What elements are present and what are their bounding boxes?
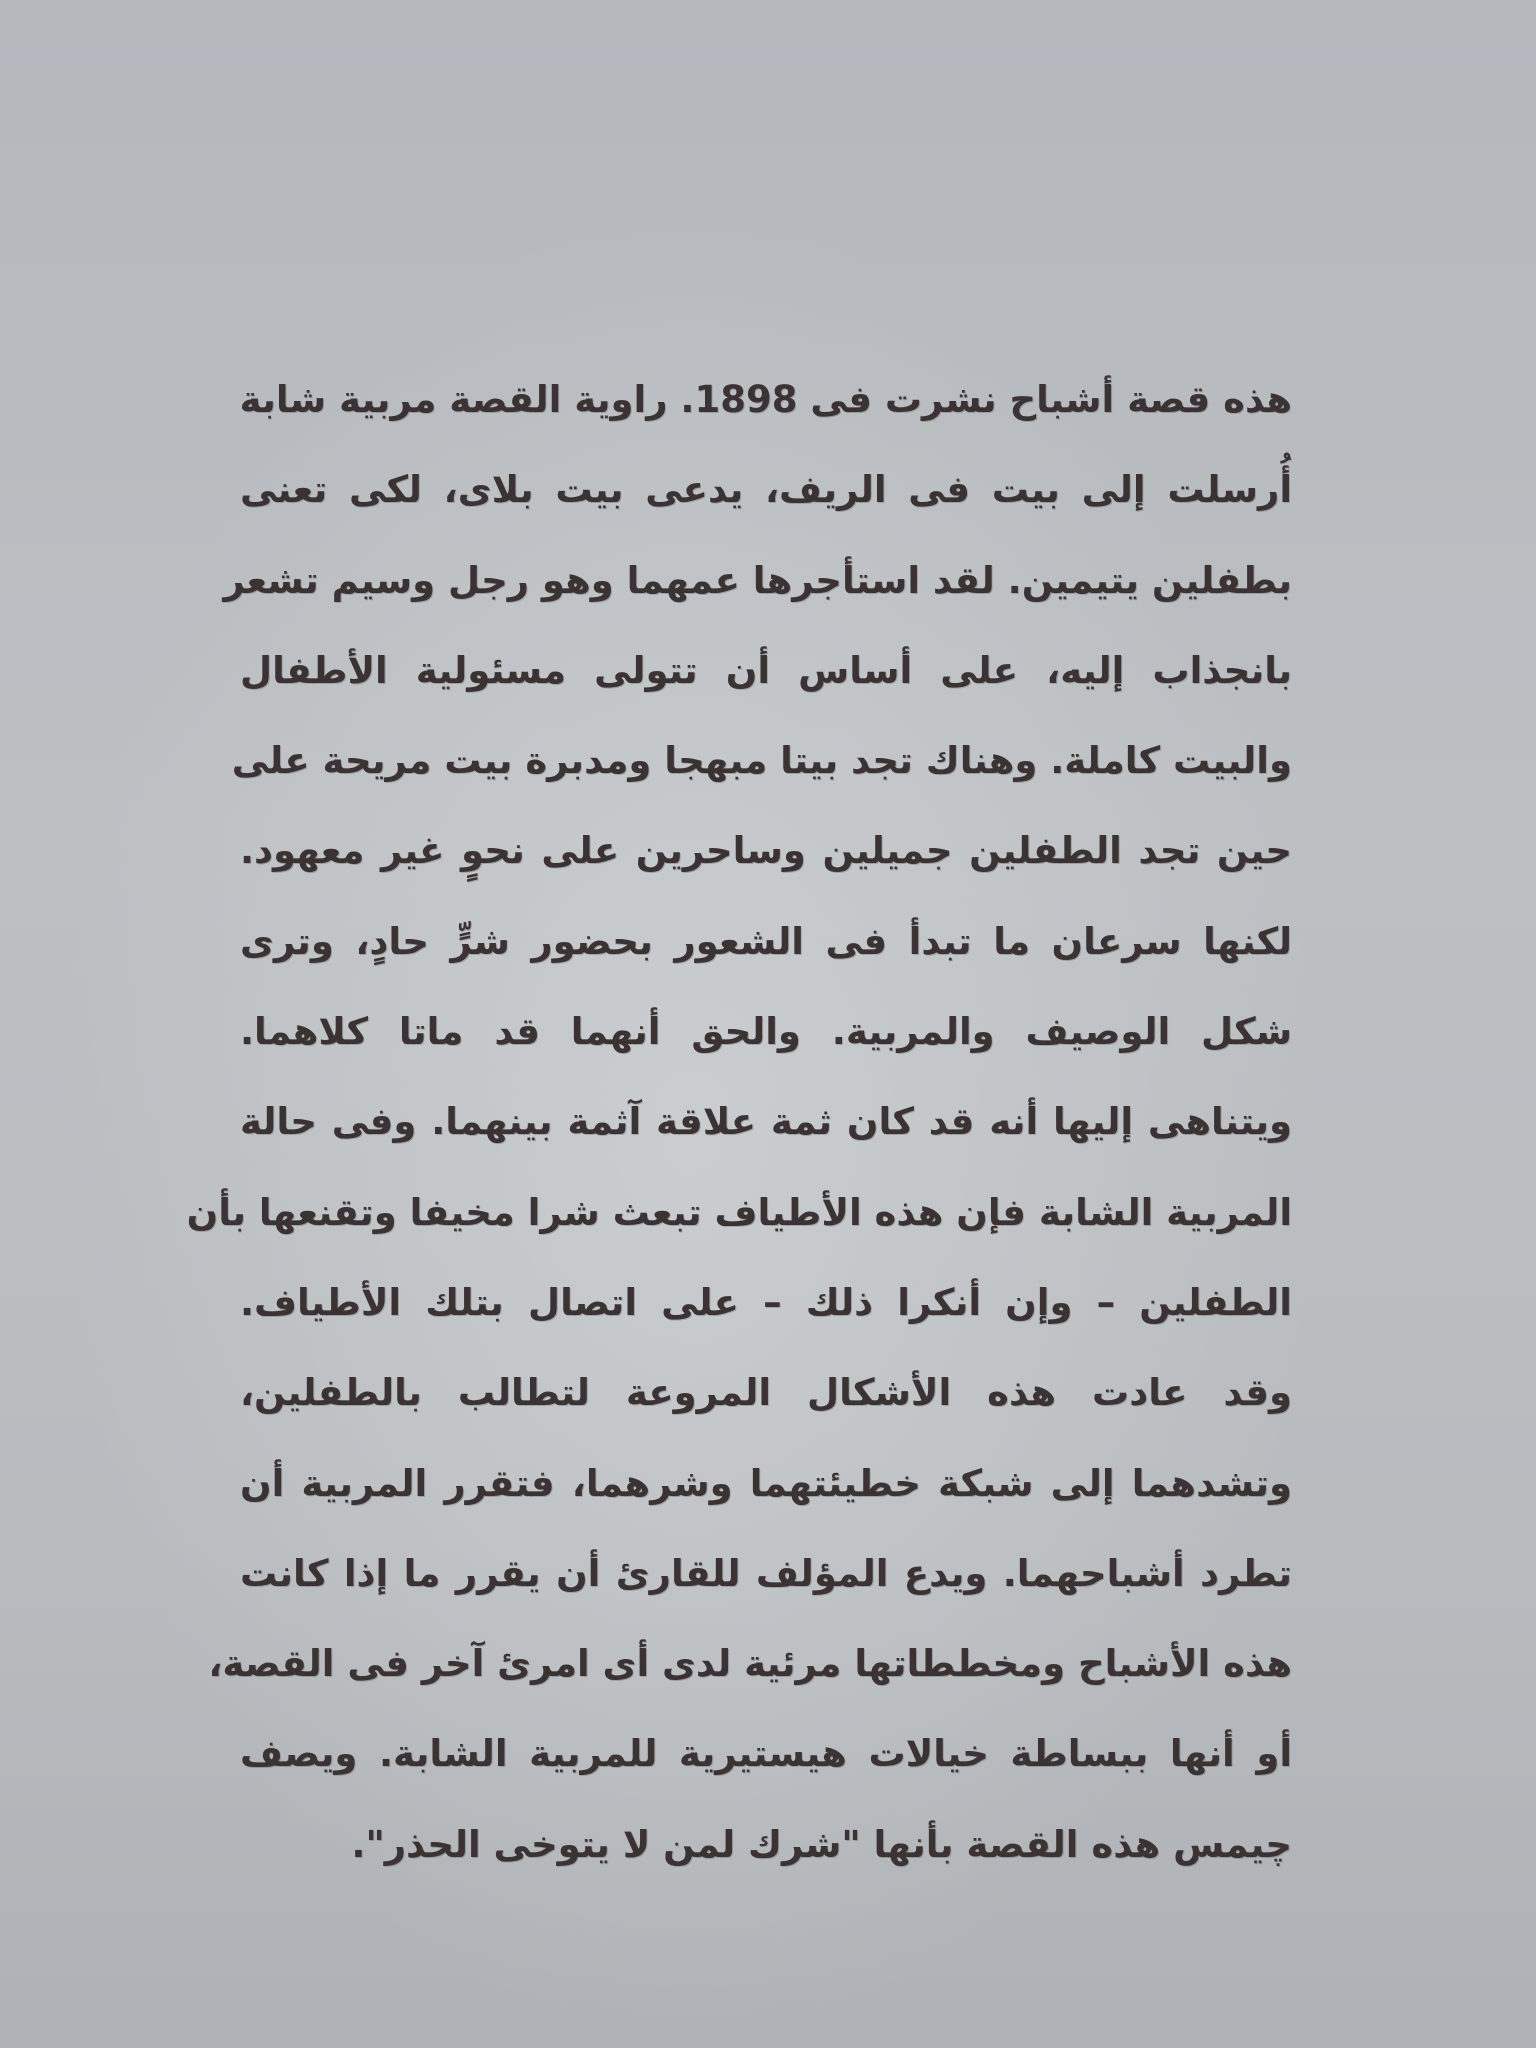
synopsis-line: بانجذاب إليه، على أساس أن تتولى مسئولية الأطفال bbox=[240, 648, 1292, 692]
synopsis-line-last: چيمس هذه القصة بأنها "شرك لمن لا يتوخى الحذر". bbox=[351, 1822, 1292, 1866]
synopsis-line: أُرسلت إلى بيت فى الريف، يدعى بيت بلاى، لكى تعنى bbox=[240, 468, 1292, 512]
synopsis-line: شكل الوصيف والمربية. والحق أنهما قد ماتا كلاهما. bbox=[240, 1010, 1292, 1054]
synopsis-line: هذه الأشباح ومخططاتها مرئية لدى أى امرئ آخر فى القصة، bbox=[208, 1642, 1292, 1686]
synopsis-line: الطفلين – وإن أنكرا ذلك – على اتصال بتلك الأطياف. bbox=[240, 1280, 1292, 1324]
synopsis-line: لكنها سرعان ما تبدأ فى الشعور بحضور شرٍّ حادٍ، وترى bbox=[240, 919, 1292, 963]
synopsis-line: والبيت كاملة. وهناك تجد بيتا مبهجا ومدبرة بيت مريحة على bbox=[231, 739, 1292, 783]
synopsis-line: ويتناهى إليها أنه قد كان ثمة علاقة آثمة بينهما. وفى حالة bbox=[240, 1100, 1292, 1144]
synopsis-line: أو أنها ببساطة خيالات هيستيرية للمربية الشابة. ويصف bbox=[240, 1732, 1292, 1776]
synopsis-line: هذه قصة أشباح نشرت فى 1898. راوية القصة مربية شابة bbox=[239, 378, 1292, 421]
synopsis-line: حين تجد الطفلين جميلين وساحرين على نحوٍ غير معهود. bbox=[240, 829, 1292, 873]
synopsis-line: تطرد أشباحهما. ويدع المؤلف للقارئ أن يقرر ما إذا كانت bbox=[240, 1551, 1292, 1595]
synopsis-line: المربية الشابة فإن هذه الأطياف تبعث شرا مخيفا وتقنعها بأن bbox=[186, 1190, 1292, 1234]
synopsis-line: وقد عادت هذه الأشكال المروعة لتطالب بالطفلين، bbox=[240, 1371, 1292, 1415]
synopsis-line: بطفلين يتيمين. لقد استأجرها عمهما وهو رجل وسيم تشعر bbox=[223, 558, 1292, 602]
back-cover-synopsis bbox=[186, 370, 1292, 1905]
synopsis-line: وتشدهما إلى شبكة خطيئتهما وشرهما، فتقرر المربية أن bbox=[240, 1461, 1292, 1505]
